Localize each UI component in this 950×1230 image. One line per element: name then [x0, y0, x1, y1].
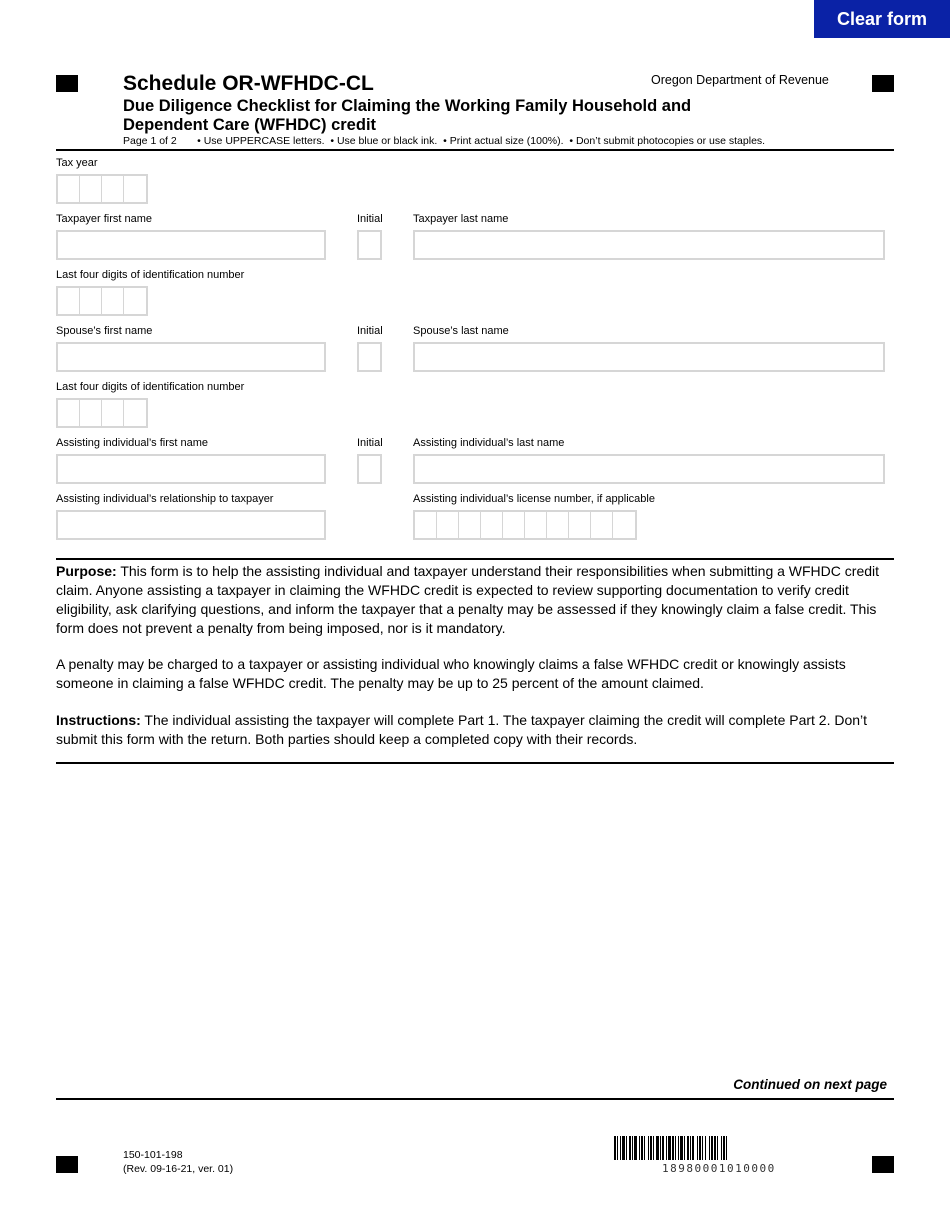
taxpayer-first-name-label: Taxpayer first name	[56, 213, 152, 225]
spouse-initial-input[interactable]	[357, 342, 382, 372]
instructions-label: Instructions:	[56, 712, 141, 728]
spouse-last-name-input[interactable]	[413, 342, 885, 372]
assist-initial-label: Initial	[357, 437, 383, 449]
assist-license-label: Assisting individual’s license number, if applicable	[413, 493, 655, 505]
barcode-bar	[680, 1136, 683, 1160]
assist-last-name-input[interactable]	[413, 454, 885, 484]
barcode-bar	[620, 1136, 621, 1160]
barcode-bar	[666, 1136, 667, 1160]
assist-first-name-input[interactable]	[56, 454, 326, 484]
purpose-label: Purpose:	[56, 563, 117, 579]
barcode	[614, 1136, 826, 1160]
registration-mark-bottom-left	[56, 1156, 78, 1173]
spouse-last-name-label: Spouse’s last name	[413, 325, 509, 337]
barcode-bar	[644, 1136, 645, 1160]
barcode-bar	[650, 1136, 652, 1160]
barcode-bar	[702, 1136, 703, 1160]
barcode-bar	[634, 1136, 637, 1160]
barcode-bar	[717, 1136, 718, 1160]
assist-license-input[interactable]	[413, 510, 637, 540]
barcode-bar	[687, 1136, 689, 1160]
spouse-id-label: Last four digits of identification number	[56, 381, 245, 393]
barcode-bar	[668, 1136, 671, 1160]
barcode-bar	[632, 1136, 633, 1160]
barcode-bar	[622, 1136, 625, 1160]
assist-last-name-label: Assisting individual’s last name	[413, 437, 565, 449]
body-top-divider	[56, 558, 894, 560]
form-number: 150-101-198	[123, 1149, 183, 1161]
barcode-bar	[723, 1136, 725, 1160]
penalty-paragraph: A penalty may be charged to a taxpayer or assisting individual who knowingly claims a false WFHDC credit or knowingly assists someone in claiming a false WFHDC credit. The penalty may be up to 25 percent of the amount claimed.	[56, 656, 846, 691]
tax-year-label: Tax year	[56, 157, 98, 169]
purpose-text: This form is to help the assisting individual and taxpayer understand their responsibilities when submitting a WFHDC credit claim. Anyone assisting a taxpayer in claiming the WFHDC credit is expected to review supporting documentation to verify credit eligibility, ask clarifying questions, and inform the taxpayer that a penalty may be assessed if they knowingly claim a false credit. This form does not prevent a penalty from being imposed, nor is it mandatory.	[56, 563, 880, 636]
header-divider	[56, 149, 894, 151]
barcode-bar	[639, 1136, 640, 1160]
barcode-bar	[678, 1136, 679, 1160]
barcode-bar	[690, 1136, 691, 1160]
form-title: Schedule OR-WFHDC-CL	[123, 72, 374, 95]
barcode-bar	[711, 1136, 713, 1160]
tax-year-input[interactable]	[56, 174, 148, 204]
taxpayer-initial-input[interactable]	[357, 230, 382, 260]
assist-initial-input[interactable]	[357, 454, 382, 484]
barcode-bar	[648, 1136, 649, 1160]
barcode-bar	[660, 1136, 661, 1160]
form-revision: (Rev. 09-16-21, ver. 01)	[123, 1162, 234, 1175]
spouse-first-name-label: Spouse’s first name	[56, 325, 153, 337]
registration-mark-bottom-right	[872, 1156, 894, 1173]
barcode-bar	[656, 1136, 659, 1160]
body-bottom-divider	[56, 762, 894, 764]
barcode-bar	[714, 1136, 716, 1160]
taxpayer-id-label: Last four digits of identification number	[56, 269, 245, 281]
barcode-bar	[617, 1136, 618, 1160]
barcode-bar	[726, 1136, 727, 1160]
barcode-bar	[675, 1136, 676, 1160]
barcode-bar	[684, 1136, 685, 1160]
instructions-text: The individual assisting the taxpayer will complete Part 1. The taxpayer claiming the credit will complete Part 2. Don’t submit this form with the return. Both parties should keep a completed copy with their records.	[56, 712, 868, 747]
barcode-number: 18980001010000	[662, 1162, 776, 1175]
barcode-bar	[641, 1136, 643, 1160]
barcode-bar	[653, 1136, 654, 1160]
clear-form-button[interactable]: Clear form	[814, 0, 950, 38]
footer-divider	[56, 1098, 894, 1100]
barcode-bar	[614, 1136, 616, 1160]
spouse-first-name-input[interactable]	[56, 342, 326, 372]
barcode-bar	[692, 1136, 694, 1160]
assist-relationship-label: Assisting individual’s relationship to taxpayer	[56, 493, 274, 505]
registration-mark-top-left	[56, 75, 78, 92]
barcode-bar	[626, 1136, 627, 1160]
taxpayer-last-name-input[interactable]	[413, 230, 885, 260]
form-number-block	[123, 1149, 233, 1176]
barcode-bar	[709, 1136, 710, 1160]
taxpayer-first-name-input[interactable]	[56, 230, 326, 260]
barcode-bar	[705, 1136, 706, 1160]
barcode-bar	[721, 1136, 722, 1160]
barcode-bar	[699, 1136, 701, 1160]
department-name: Oregon Department of Revenue	[651, 73, 829, 87]
instructions-paragraph	[56, 711, 890, 749]
taxpayer-id-input[interactable]	[56, 286, 148, 316]
continued-note: Continued on next page	[733, 1077, 887, 1092]
purpose-paragraph	[56, 562, 890, 638]
taxpayer-initial-label: Initial	[357, 213, 383, 225]
spouse-id-input[interactable]	[56, 398, 148, 428]
barcode-bar	[697, 1136, 698, 1160]
assist-relationship-input[interactable]	[56, 510, 326, 540]
registration-mark-top-right	[872, 75, 894, 92]
spouse-initial-label: Initial	[357, 325, 383, 337]
assist-first-name-label: Assisting individual’s first name	[56, 437, 209, 449]
page-instructions: Page 1 of 2 • Use UPPERCASE letters. • Use blue or black ink. • Print actual size (100%). • Don’t submit photocopies or use staples.	[123, 135, 766, 147]
barcode-bar	[662, 1136, 664, 1160]
barcode-bar	[629, 1136, 631, 1160]
barcode-bar	[672, 1136, 674, 1160]
taxpayer-last-name-label: Taxpayer last name	[413, 213, 509, 225]
form-subtitle: Due Diligence Checklist for Claiming the Working Family Household and Dependent Care (WFHDC) credit	[123, 97, 692, 134]
